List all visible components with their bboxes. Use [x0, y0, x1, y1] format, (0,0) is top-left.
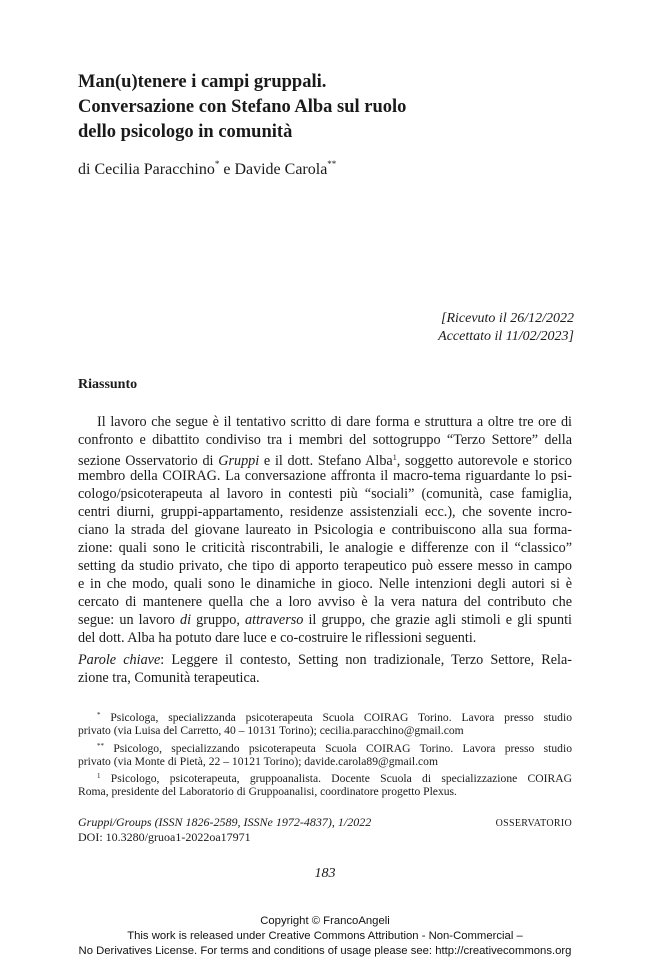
abstract-body: [78, 413, 572, 647]
footnote-line: Roma, presidente del Laboratorio di Gruppoanalisi, coordinatore progetto Plexus.: [78, 785, 457, 799]
journal-citation: Gruppi/Groups (ISSN 1826-2589, ISSNe 1972-4837), 1/2022: [78, 815, 372, 829]
author-text: di Cecilia Paracchino: [78, 161, 215, 178]
italic-run: di: [180, 612, 192, 628]
received-dates: [438, 310, 574, 346]
text-run: , soggetto autorevole e storico: [396, 453, 572, 469]
copyright-line: Copyright © FrancoAngeli: [260, 915, 390, 927]
abstract-line: ciano la strada del giovane laureato in Psicologia e contribuiscono alla sua forma-: [78, 522, 572, 538]
doi: DOI: 10.3280/gruoa1-2022oa17971: [78, 830, 251, 844]
abstract-line: cologo/psicoterapeuta al lavoro in contesti più “sociali” (comunità, case famiglia,: [78, 486, 572, 502]
license-line: This work is released under Creative Commons Attribution - Non-Commercial –: [127, 930, 523, 942]
article-title: [78, 70, 578, 145]
footnote-text: Psicologa, specializzanda psicoterapeuta Scuola COIRAG Torino. Lavora presso studio: [100, 711, 572, 724]
abstract-line: e in che modo, quali sono le dinamiche in gioco. Nelle intenzioni degli autori si è: [78, 576, 572, 592]
journal-info: [78, 815, 371, 845]
footnote-mark: 1: [97, 772, 101, 781]
footnote-line: privato (via Monte di Pietà, 22 – 10121 Torino); davide.carola89@gmail.com: [78, 754, 438, 768]
title-line: dello psicologo in comunità: [78, 122, 293, 142]
footnote-mark: *: [214, 159, 220, 169]
abstract-line: setting da studio privato, che tipo di apporto terapeutico può essere messo in campo: [78, 558, 572, 574]
keywords-label: Parole chiave: [78, 652, 161, 668]
text-run: gruppo,: [191, 612, 246, 628]
abstract-line: confronto e dibattito condiviso tra i membri del sottogruppo “Terzo Settore” della: [78, 432, 572, 448]
text-run: segue: un lavoro: [78, 612, 181, 628]
text-run: sezione Osservatorio di: [78, 453, 219, 469]
footnote-mark: **: [97, 741, 104, 750]
journal-name-italic: Gruppi: [218, 453, 260, 469]
keywords-text: : Leggere il contesto, Setting non tradizionale, Terzo Settore, Rela-: [160, 652, 573, 668]
keywords-line: [78, 651, 572, 669]
abstract-line: [78, 611, 572, 629]
title-line: Conversazione con Stefano Alba sul ruolo: [78, 97, 407, 117]
footnote-line: [78, 739, 572, 754]
footnote-line: [78, 769, 572, 784]
author-text: e Davide Carola: [219, 161, 328, 178]
abstract-line: del dott. Alba ha potuto dare luce e co-costruire le riflessioni seguenti.: [78, 630, 477, 646]
text-run: il gruppo, che grazie agli stimoli e gli spunti: [303, 612, 572, 628]
keywords-line: zione tra, Comunità terapeutica.: [78, 670, 260, 686]
abstract-line: zione: quali sono le criticità riscontrabili, le analogie e differenze con il “classico”: [78, 540, 572, 556]
footnote-line: privato (via Luisa del Carretto, 40 – 10131 Torino); cecilia.paracchino@gmail.com: [78, 724, 464, 738]
abstract-line: cercato di mantenere quella che a loro avviso è la vera natura del contributo che: [78, 594, 572, 610]
footnote-mark: *: [97, 711, 101, 719]
footnote-mark: **: [327, 159, 337, 169]
received-date: [Ricevuto il 26/12/2022: [441, 311, 574, 326]
abstract-line: centri diurni, gruppi-appartamento, residenze assistenziali ecc.), che sovente incro-: [78, 504, 572, 520]
footnotes: [78, 708, 572, 800]
section-tag: OSSERVATORIO: [495, 818, 572, 829]
footnote-text: Psicologo, specializzando psicoterapeuta Scuola COIRAG Torino. Lavora presso studio: [104, 741, 572, 755]
italic-run: attraverso: [245, 612, 304, 628]
text-run: e il dott. Stefano Alba: [259, 453, 393, 469]
page-number: 183: [314, 866, 336, 881]
copyright-notice: [0, 914, 650, 959]
abstract-line: membro della COIRAG. La conversazione affronta il macro-tema riguardante lo psi-: [78, 468, 572, 484]
keywords: [78, 651, 572, 687]
abstract-line: Il lavoro che segue è il tentativo scritto di dare forma e struttura a oltre tre ore di: [97, 414, 572, 430]
accepted-date: Accettato il 11/02/2023]: [438, 329, 574, 344]
footnote-line: [78, 708, 572, 723]
license-line: No Derivatives License. For terms and conditions of usage please see: http://creativecommons.org: [78, 945, 572, 957]
footnote-text: Psicologo, psicoterapeuta, gruppoanalista. Docente Scuola di specializzazione COIRAG: [100, 772, 572, 786]
section-heading: Riassunto: [78, 377, 138, 392]
footnote-mark: 1: [392, 453, 397, 462]
author-line: [78, 159, 336, 179]
abstract-line: [78, 449, 572, 467]
title-line: Man(u)tenere i campi gruppali.: [78, 72, 327, 92]
